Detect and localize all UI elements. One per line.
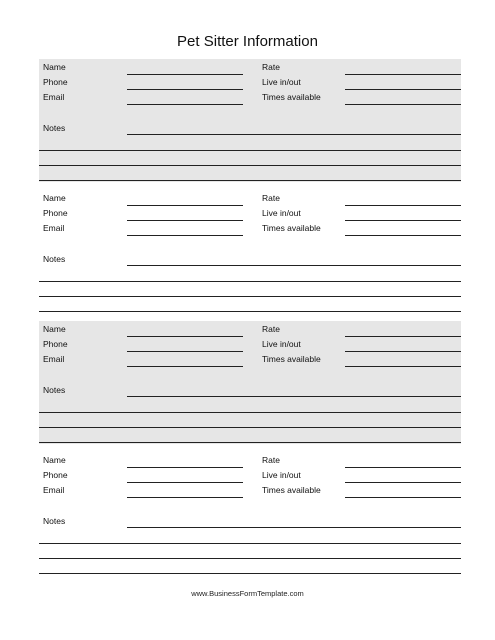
field-label-email: Email bbox=[43, 92, 65, 102]
field-label-live: Live in/out bbox=[262, 77, 301, 87]
name-field[interactable] bbox=[127, 205, 243, 206]
notes-field[interactable] bbox=[127, 396, 461, 397]
pet-sitter-section bbox=[39, 321, 461, 444]
field-label-name: Name bbox=[43, 193, 66, 203]
notes-line[interactable] bbox=[39, 311, 461, 312]
notes-line[interactable] bbox=[39, 427, 461, 428]
field-label-name: Name bbox=[43, 62, 66, 72]
notes-line[interactable] bbox=[39, 558, 461, 559]
field-label-rate: Rate bbox=[262, 62, 280, 72]
field-label-notes: Notes bbox=[43, 385, 66, 395]
pet-sitter-section bbox=[39, 59, 461, 182]
field-label-email: Email bbox=[43, 223, 65, 233]
phone-field[interactable] bbox=[127, 351, 243, 352]
field-label-phone: Phone bbox=[43, 339, 68, 349]
field-label-live: Live in/out bbox=[262, 208, 301, 218]
field-label-notes: Notes bbox=[43, 123, 66, 133]
field-label-name: Name bbox=[43, 324, 66, 334]
rate-field[interactable] bbox=[345, 336, 461, 337]
times-field[interactable] bbox=[345, 235, 461, 236]
field-label-phone: Phone bbox=[43, 208, 68, 218]
notes-line[interactable] bbox=[39, 150, 461, 151]
notes-line[interactable] bbox=[39, 412, 461, 413]
live-field[interactable] bbox=[345, 89, 461, 90]
phone-field[interactable] bbox=[127, 220, 243, 221]
name-field[interactable] bbox=[127, 467, 243, 468]
field-label-name: Name bbox=[43, 455, 66, 465]
live-field[interactable] bbox=[345, 220, 461, 221]
notes-line[interactable] bbox=[39, 543, 461, 544]
notes-line[interactable] bbox=[39, 442, 461, 443]
field-label-phone: Phone bbox=[43, 470, 68, 480]
email-field[interactable] bbox=[127, 235, 243, 236]
page-title: Pet Sitter Information bbox=[177, 33, 318, 50]
pet-sitter-section bbox=[39, 190, 461, 313]
field-label-email: Email bbox=[43, 354, 65, 364]
live-field[interactable] bbox=[345, 351, 461, 352]
phone-field[interactable] bbox=[127, 482, 243, 483]
field-label-live: Live in/out bbox=[262, 339, 301, 349]
times-field[interactable] bbox=[345, 366, 461, 367]
notes-line[interactable] bbox=[39, 165, 461, 166]
notes-field[interactable] bbox=[127, 265, 461, 266]
rate-field[interactable] bbox=[345, 74, 461, 75]
email-field[interactable] bbox=[127, 104, 243, 105]
notes-line[interactable] bbox=[39, 180, 461, 181]
field-label-email: Email bbox=[43, 485, 65, 495]
field-label-notes: Notes bbox=[43, 254, 66, 264]
times-field[interactable] bbox=[345, 497, 461, 498]
notes-line[interactable] bbox=[39, 296, 461, 297]
field-label-notes: Notes bbox=[43, 516, 66, 526]
phone-field[interactable] bbox=[127, 89, 243, 90]
times-field[interactable] bbox=[345, 104, 461, 105]
notes-field[interactable] bbox=[127, 134, 461, 135]
field-label-times: Times available bbox=[262, 485, 321, 495]
notes-line[interactable] bbox=[39, 573, 461, 574]
field-label-times: Times available bbox=[262, 92, 321, 102]
field-label-live: Live in/out bbox=[262, 470, 301, 480]
rate-field[interactable] bbox=[345, 467, 461, 468]
field-label-times: Times available bbox=[262, 223, 321, 233]
field-label-phone: Phone bbox=[43, 77, 68, 87]
field-label-rate: Rate bbox=[262, 324, 280, 334]
notes-field[interactable] bbox=[127, 527, 461, 528]
pet-sitter-section bbox=[39, 452, 461, 575]
field-label-times: Times available bbox=[262, 354, 321, 364]
live-field[interactable] bbox=[345, 482, 461, 483]
notes-line[interactable] bbox=[39, 281, 461, 282]
name-field[interactable] bbox=[127, 336, 243, 337]
email-field[interactable] bbox=[127, 497, 243, 498]
field-label-rate: Rate bbox=[262, 193, 280, 203]
email-field[interactable] bbox=[127, 366, 243, 367]
footer-url: www.BusinessFormTemplate.com bbox=[191, 589, 304, 598]
name-field[interactable] bbox=[127, 74, 243, 75]
field-label-rate: Rate bbox=[262, 455, 280, 465]
rate-field[interactable] bbox=[345, 205, 461, 206]
